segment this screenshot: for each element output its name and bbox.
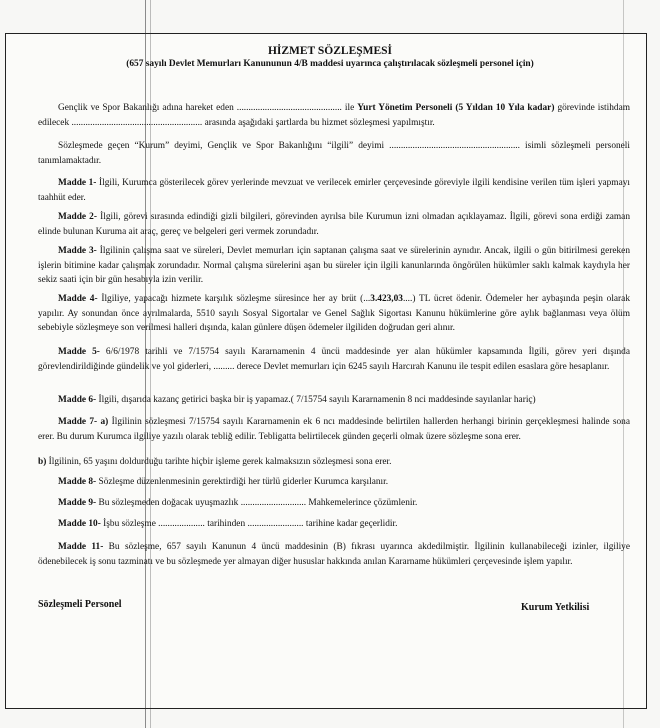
article-1: Madde 1- İlgili, Kurumca gösterilecek görev yerlerinde mevzuat ve verilecek emirler çerçevesinde göreviyle ilgili kendisine verilen tüm işleri yapmayı taahhüt eder.	[38, 178, 630, 203]
document-subtitle: (657 sayılı Devlet Memurları Kanununun 4/B maddesi uyarınca çalıştırılacak sözleşmeli personel için)	[126, 59, 534, 69]
article-label: Madde 11-	[58, 542, 104, 552]
article-9: Madde 9- Bu sözleşmeden doğacak uyuşmazlık ............................ Mahkemelerince çözümlenir.	[58, 498, 418, 508]
signature-authority: Kurum Yetkilisi	[521, 602, 590, 613]
article-label: Madde 9-	[58, 498, 97, 508]
article-label: Madde 4-	[58, 294, 98, 304]
article-10: Madde 10- İşbu sözleşme .................... tarihinden ........................ tarihine kadar geçerlidir.	[58, 519, 398, 529]
position-title: Yurt Yönetim Personeli (5 Yıldan 10 Yıla kadar)	[357, 103, 555, 113]
article-2: Madde 2- İlgili, görevi sırasında edindiği gizli bilgileri, görevinden ayrılsa bile Kurumun izni olmadan açıklayamaz. İlgili, görevi sona erdiği zaman elinde bulunan Kuruma ait araç, gereç ve belgeleri geri vermek zorundadır.	[38, 212, 630, 237]
article-4: Madde 4- İlgiliye, yapacağı hizmete karşılık sözleşme süresince her ay brüt (...3.423,03....) TL ücret ödenir. Ödemeler her aybaşında peşin olarak yapılır. Ay sonundan önce ayrılmalarda, 5510 sayılı Sosyal Sigortalar ve Genel Sağlık Sigortası Kanunu hükümlerine göre aylık bağlanması veya ölüm sebebiyle sözleşmeye son verilmesi halleri dışında, kalan günlere düşen ödemeler ilgiliden doğrudan geri alınır.	[38, 294, 630, 333]
document-title: HİZMET SÖZLEŞMESİ	[267, 45, 393, 57]
article-7b: b) İlgilinin, 65 yaşını doldurduğu tarihte hiçbir işleme gerek kalmaksızın sözleşmesi sona erer.	[38, 457, 392, 467]
article-3: Madde 3- İlgilinin çalışma saat ve süreleri, Devlet memurları için saptanan çalışma saat ve sürelerinin aynıdır. Ancak, ilgili o gün bitirilmesi gereken işlerin bitimine kadar çalışmak zorundadır. Normal çalışma sürelerini aşan bu süreler için ilgili kanunlarında öngörülen hükümler saklı kalmak kaydıyla her sekiz saati için bir gün hesabıyla izin verilir.	[38, 246, 630, 285]
article-label: b)	[38, 457, 47, 467]
article-label: Madde 3-	[58, 246, 97, 256]
intro-paragraph: Gençlik ve Spor Bakanlığı adına hareket eden ............................................. ile Yurt Yönetim Personeli (5 Yıldan 10 Yıla kadar) görevinde istihdam edilecek ........................................................ arasında aşağıdaki şartlarda bu hizmet sözleşmesi yapılmıştır.	[38, 103, 630, 128]
article-label: Madde 10-	[58, 519, 101, 529]
article-8: Madde 8- Sözleşme düzenlenmesinin gerektirdiği her türlü giderler Kurumca karşılanır.	[58, 477, 389, 487]
article-label: Madde 8-	[58, 477, 97, 487]
article-7a: Madde 7- a) İlgilinin sözleşmesi 7/15754 sayılı Kararnamenin ek 6 ncı maddesinde belirtilen hallerden herhangi birinin gerçekleşmesi halinde sona erer. Bu durum Kurumca ilgiliye yazılı olarak tebliğ edilir. Tebligatta belirtilecek günden geçerli olmak üzere sözleşme sona erer.	[38, 417, 630, 442]
definition-paragraph: Sözleşmede geçen “Kurum” deyimi, Gençlik ve Spor Bakanlığını “ilgili” deyimi ........................................................ isimli sözleşmeli personeli tanımlamaktadır.	[38, 141, 630, 166]
signature-personnel: Sözleşmeli Personel	[38, 599, 122, 610]
article-label: Madde 1-	[58, 178, 97, 188]
article-11: Madde 11- Bu sözleşme, 657 sayılı Kanunun 4 üncü maddesinin (B) fıkrası uyarınca akdedilmiştir. İlgilinin kullanabileceği izinler, ilgiliye ödenebilecek iş sonu tazminatı ve bu sözleşmede yer almayan diğer hususlar hakkında anılan Kararname hükümleri çerçevesinde işlem yapılır.	[38, 542, 630, 567]
article-label: Madde 2-	[58, 212, 97, 222]
article-5: Madde 5- 6/6/1978 tarihli ve 7/15754 sayılı Kararnamenin 4 üncü maddesinde yer alan hükümler kapsamında İlgili, görev yeri dışında görevlendirildiğinde gündelik ve yol giderleri, ......... derece Devlet memurları için 6245 sayılı Harcırah Kanunu ile tespit edilen esaslara göre hesaplanır.	[38, 347, 631, 372]
article-label: Madde 7- a)	[58, 417, 109, 427]
article-label: Madde 5-	[58, 347, 100, 357]
article-6: Madde 6- İlgili, dışarıda kazanç getirici başka bir iş yapamaz.( 7/15754 sayılı Kararnamenin 8 nci maddesinde sayılanlar hariç)	[58, 395, 536, 405]
salary-amount: 3.423,03	[370, 294, 403, 304]
article-label: Madde 6-	[58, 395, 97, 405]
